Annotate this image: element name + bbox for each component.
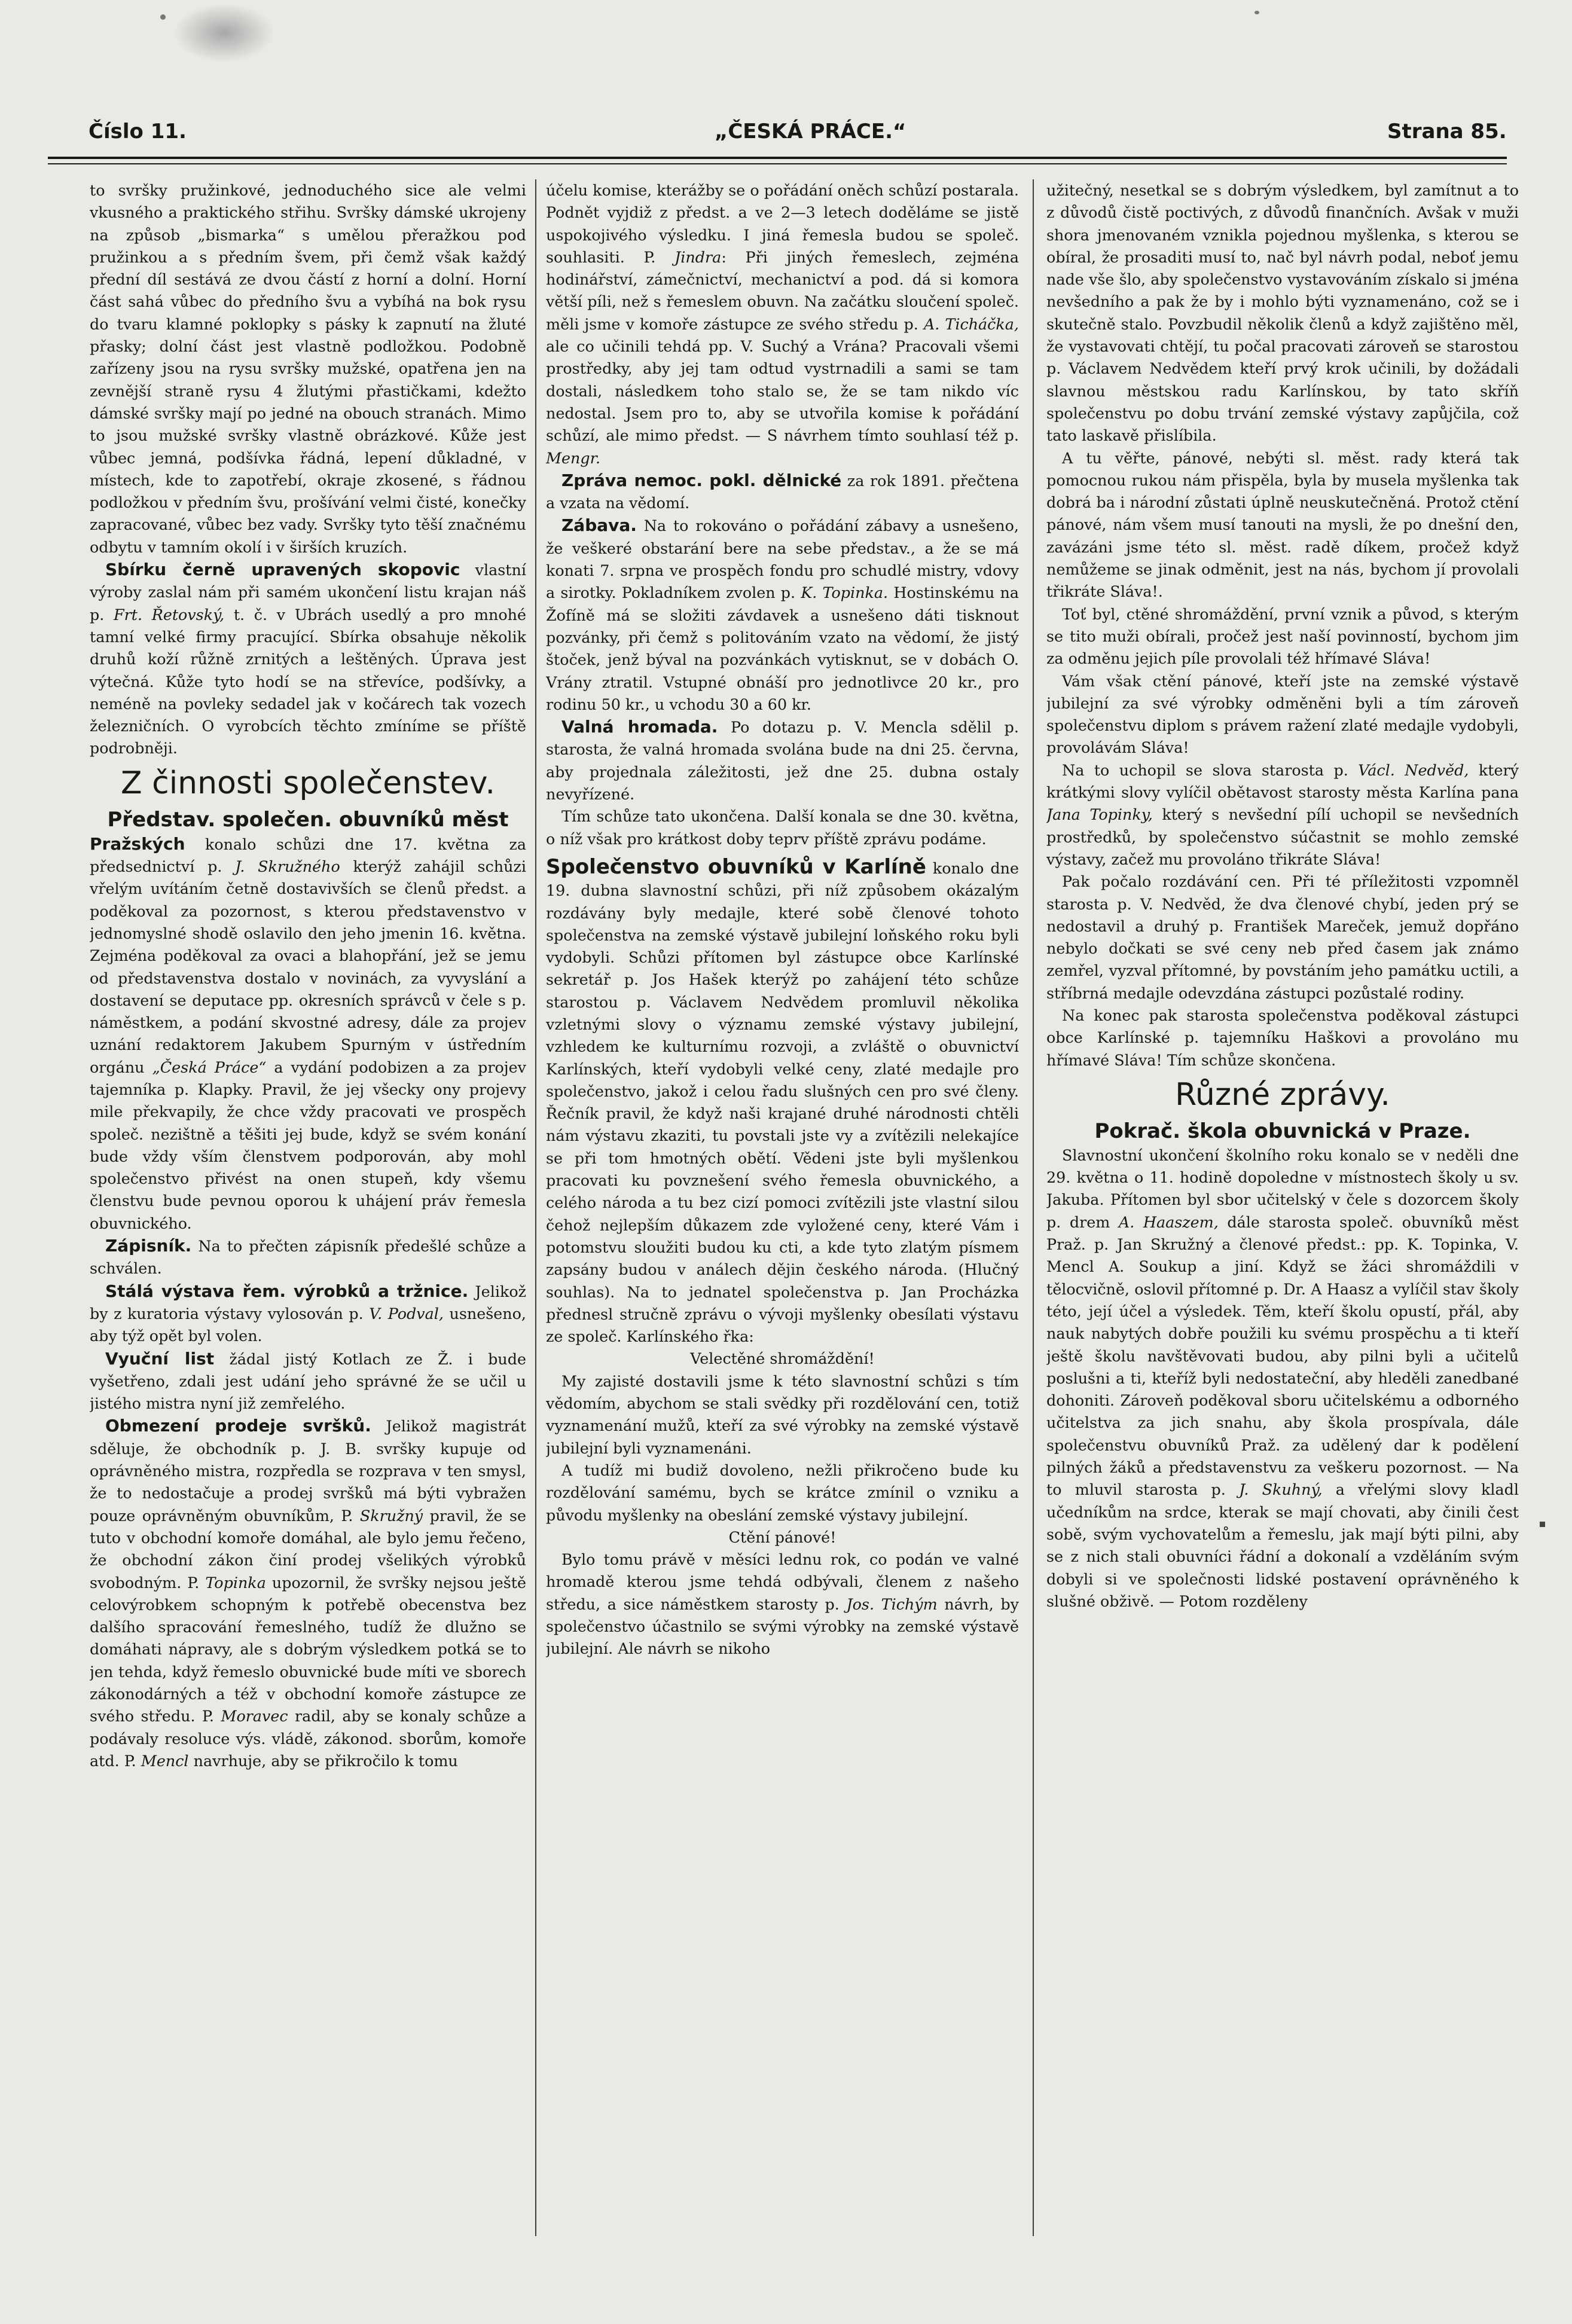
paragraph: Na to uchopil se slova starosta p. Václ. Nedvěd, který krátkými slovy vylíčil obětavost starosty města Karlína pana Jana Topinky, který s nevšední pílí uchopil se nevšedních prostředků, by společenstvo súčastnit se mohlo zemské výstavy, začež mu provoláno třikráte Sláva! bbox=[1046, 761, 1519, 868]
section-heading: Různé zprávy. bbox=[1175, 1076, 1390, 1113]
paragraph: účelu komise, kterážby se o pořádání oněch schůzí postarala. Podnět vyjdiž z předst. a ve 2—3 letech doděláme se jistě uspokojivého výsledku. I jiná řemesla budou se společ. souhlasiti. P. Jindra: Při jiných řemeslech, zejména hodinářství, zámečnictví, mechanictví a pod. dá si komora větší píli, než s řemeslem obuvn. Na začátku sloučení společ. měli jsme v komoře zástupce ze svého středu p. A. Ticháčka, ale co učinili tehdá pp. V. Suchý a Vrána? Pracovali všemi prostředky, aby jej tam odtud vystrnadili a sami se tam dostali, následkem toho stalo se, že se tam nikdo víc nedostal. Jsem pro to, aby se utvořila komise k pořádání schůzí, ale mimo předst. — S návrhem tímto souhlasí též p. Mengr. bbox=[546, 181, 1019, 467]
paragraph: Bylo tomu právě v měsíci lednu rok, co podán ve valné hromadě kterou jsme tehdá odbývali, členem z našeho středu, a sice náměstkem starosty p. Jos. Tichým návrh, by společenstvo účastnilo se svými výrobky na zemské výstavě jubilejní. Ale návrh se nikoho bbox=[546, 1550, 1019, 1658]
paragraph: Tím schůze tato ukončena. Další konala se dne 30. května, o níž však pro krátkost doby teprv příště zprávu podáme. bbox=[546, 807, 1019, 848]
salutation: Ctění pánové! bbox=[728, 1528, 837, 1546]
paragraph: to svršky pružinkové, jednoduchého sice ale velmi vkusného a praktického střihu. Svršky dámské ukrojeny na způsob „bismarka“ s umělou přeražkou pod pružinkou a s předním švem, při čemž však každý přední díl sestává ze dvou částí z horní a dolní. Horní část sahá vůbec do předního švu a vybíhá na bok rysu do tvaru klamné poklopky s pásky k zapnutí na žluté přasky; dolní část jest vlastně podložkou. Podobně zařízeny jsou na rysu svršky mužské, opatřena jen na zevnější straně rysu 4 žlutými přastičkami, kdežto dámské svršky mají po jedné na obouch stranách. Mimo to jsou mužské svršky vlastně obrázkové. Kůže jest vůbec jemná, podšívka řádná, lepení důkladné, v místech, kde to zapotřebí, okraje zkosené, s řádnou podložkou v předním švu, prošívání velmi čisté, konečky zapracované, vůbec bez vady. Svršky tyto těší značnému odbytu v tamním okolí i v širších kruzích. bbox=[90, 181, 526, 556]
salutation: Velectěné shromáždění! bbox=[690, 1349, 875, 1368]
paragraph: A tu věřte, pánové, nebýti sl. měst. rady která tak pomocnou rukou nám přispěla, byla by musela myšlenka tak dobrá ba i národní zůstati úplně neuskutečněná. Protož ctění pánové, nám všem musí tanouti na mysli, že po dnešní den, zavázáni jsme této sl. měst. radě díkem, pročež když nemůžeme se jinak odměnit, jest na nás, bychom jí provolali třikráte Sláva!. bbox=[1046, 448, 1519, 601]
paragraph: Zábava. Na to rokováno o pořádání zábavy a usnešeno, že veškeré obstarání bere na sebe představ., a že se má konati 7. srpna ve prospěch fondu pro schudlé mistry, vdovy a sirotky. Pokladníkem zvolen p. K. Topinka. Hostinskému na Žofíně má se složiti závdavek a usnešeno dáti tisknout pozvánky, při čemž s politováním vzato na vědomí, že jistý štoček, jenž býval na pozvánkách vytisknut, se v dobách O. Vrány ztratil. Vstupné obnáší pro jednotlivce 20 kr., pro rodinu 50 kr., u vchodu 30 a 60 kr. bbox=[546, 515, 1019, 713]
paragraph: My zajisté dostavili jsme k této slavnostní schůzi s tím vědomím, abychom se stali svědky při rozdělování cen, totiž vyznamenání mužů, kteří za své výrobky na zemské výstavě jubilejní byli vyznamenáni. bbox=[546, 1372, 1019, 1457]
paper-stain bbox=[173, 3, 275, 63]
header-rule bbox=[48, 157, 1507, 159]
paragraph: Pražských konalo schůzi dne 17. května za předsednictví p. J. Skružného kterýž zahájil schůzi vřelým uvítáním četně dostavivších se členů předst. a poděkoval za pozornost, s kterou představenstvo v jednomyslné shodě oslavilo den jeho jmenin 16. května. Zejména poděkoval za ovaci a blahopřání, jež se jemu od představenstva dostalo v novinách, za vyvyslání a dostavení se deputace pp. okresních správců v čele s p. náměstkem, a podání skvostné adresy, dále za projev uznání redaktorem Jakubem Spurným v ústředním orgánu „Česká Práce“ a vydání podobizen a za projev tajemníka p. Klapky. Pravil, že jej všecky ony projevy mile překvapily, že chce vždy pracovati ve prospěch společ. nezištně a těšiti jej bude, když se svém konání bude vždy vším členstvem podporován, aby mohl společenstvo přivést na onen stupeň, kdy všemu členstvu bude pevnou oporou k uhájení práv řemesla obuvnického. bbox=[90, 833, 526, 1232]
paragraph: Vyuční list žádal jistý Kotlach ze Ž. i bude vyšetřeno, zdali jest udání jeho správné že se učil u jistého mistra nyní již zemřelého. bbox=[90, 1348, 526, 1413]
paragraph: užitečný, nesetkal se s dobrým výsledkem, byl zamítnut a to z důvodů čistě poctivých, z důvodů finančních. Avšak v muži shora jmenovaném vznikla pojednou myšlenka, s kterou se obíral, že prosaditi musí to, nač byl návrh podal, neboť jemu nade vše šlo, aby společenstvo vystavováním získalo si jména nevšedního a pak že by i mohlo býti vyznamenáno, což se i skutečně stalo. Povzbudil několik členů a když zajištěno měl, že vystavovati chtějí, tu počal pracovati zároveň se starostou p. Václavem Nedvědem kteří prvý krok učinili, by dožádali slavnou městskou radu Karlínskou, by tato skříň společenstvu po dobu trvání zemské výstavy zapůjčila, což tato laskavě přislíbila. bbox=[1046, 181, 1519, 445]
section-heading: Z činnosti společenstev. bbox=[120, 765, 495, 801]
column-1 bbox=[90, 179, 526, 2305]
speck bbox=[160, 14, 166, 20]
column-2 bbox=[546, 179, 1019, 2305]
paragraph: Zápisník. Na to přečten zápisník předešlé schůze a schválen. bbox=[90, 1236, 526, 1278]
paragraph: Slavnostní ukončení školního roku konalo se v neděli dne 29. května o 11. hodině dopoledne v místnostech školy u sv. Jakuba. Přítomen byl sbor učitelský v čele s dozorcem školy p. drem A. Haaszem, dále starosta společ. obuvníků měst Praž. p. Jan Skružný a členové předst.: pp. K. Topinka, V. Mencl A. Soukup a jiní. Když se žáci shromáždili v tělocvičně, oslovil přítomné p. Dr. A Haasz a vylíčil stav školy této, její účel a výsledek. Těm, kteří školu opustí, přál, aby nauk nabytých dobře použili ku svému prospěchu a ti kteří ještě školu navštěvovati budou, aby pilni byli a učitelů poslušni a ti, kteříž byli nedostateční, aby hleděli zanedbané dohoniti. Zároveň poděkoval sboru učitelskému a odborného učitelstva za jich snahu, aby škola prospívala, dále společenstvu obuvníků Praž. za udělený dar k podělení pilných žáků a představenstvu za veškeru pozornost. — Na to mluvil starosta p. J. Skuhný, a vřelými slovy kladl učedníkům na srdce, kterak se mají chovati, aby činili čest sobě, svým vychovatelům a řemeslu, jak mají býti pilni, aby se z nich stali obuvníci řádní a dokonalí a vzděláním svým dobyli si ve společnosti lidské postavení oprávněného k slušné obživě. — Potom rozděleny bbox=[1046, 1146, 1519, 1610]
paragraph: Valná hromada. Po dotazu p. V. Mencla sdělil p. starosta, že valná hromada svolána bude na dni 25. června, aby projednala záležitosti, jež dne 25. dubna ostaly nevyřízené. bbox=[546, 717, 1019, 804]
paragraph: Na konec pak starosta společenstva poděkoval zástupci obce Karlínské p. tajemníku Haškovi a provoláno mu hřímavé Sláva! Tím schůze skončena. bbox=[1046, 1006, 1519, 1069]
paragraph: A tudíž mi budiž dovoleno, nežli přikročeno bude ku rozdělování samému, bych se krátce zmínil o vzniku a původu myšlenky na obeslání zemské výstavy jubilejní. bbox=[546, 1461, 1019, 1524]
paragraph: Stálá výstava řem. výrobků a tržnice. Jelikož by z kuratoria výstavy vylosován p. V. Podval, usnešeno, aby týž opět byl volen. bbox=[90, 1281, 526, 1345]
column-divider bbox=[535, 179, 536, 2236]
speck bbox=[1254, 11, 1259, 14]
header-rule-thin bbox=[48, 163, 1507, 164]
subheading: Představ. společen. obuvníků měst bbox=[107, 807, 509, 832]
newspaper-title: „ČESKÁ PRÁCE.“ bbox=[715, 120, 906, 143]
paragraph: Zpráva nemoc. pokl. dělnické za rok 1891. přečtena a vzata na vědomí. bbox=[546, 470, 1019, 512]
paragraph: Společenstvo obuvníků v Karlíně konalo dne 19. dubna slavnostní schůzi, při níž způsobem okázalým rozdávány byly medajle, které sobě členové tohoto společenstva na zemské výstavě jubilejní loňského roku byli vydobyli. Schůzi přítomen byl zástupce obce Karlínské sekretář p. Jos Hašek kterýž po zahájení této schůze starostou p. Václavem Nedvědem promluvil několika vzletnými slovy o významu zemské výstavy jubilejní, vzhledem ke kulturnímu rozvoji, a zvláště o obuvnictví Karlínských, kteří vydobyli velké ceny, zlaté medajle pro společenstvo, jakož i celou řadu slušných cen pro své členy. Řečník pravil, že když naši krajané druhé národnosti chtěli nám výstavu zkaziti, tu povstali jste vy a zvítězili nelekajíce se při tom hmotných obětí. Vědeni jste byli myšlenkou pracovati ku povznešení svého řemesla obuvnického, a celého národa a tu bez cizí pomoci zvítězili jste vlastní silou čehož nejlepším důkazem zde vyložené ceny, které Vám i potomstvu sloužiti budou ku cti, a kde tyto zlatým písmem zapsány budou v análech dějin českého národa. (Hlučný souhlas). Na to jednatel společenstva p. Jan Procházka přednesl stručně zprávu o vývoji myšlenky obesílati výstavu ze společ. Karlínského řka: bbox=[546, 854, 1019, 1346]
margin-mark bbox=[1540, 1522, 1545, 1527]
page-number: Strana 85. bbox=[1387, 120, 1507, 143]
page-issue-number: Číslo 11. bbox=[88, 120, 187, 143]
column-3 bbox=[1046, 179, 1519, 2305]
subheading: Pokrač. škola obuvnická v Praze. bbox=[1094, 1119, 1471, 1143]
paragraph: Vám však ctění pánové, kteří jste na zemské výstavě jubilejní za své výrobky odměněni byli a tím zároveň společenstvu diplom s právem ražení zlaté medajle vydobyli, provolávám Sláva! bbox=[1046, 671, 1519, 757]
paragraph: Toť byl, ctěné shromáždění, první vznik a původ, s kterým se tito muži obírali, pročež jest naší povinností, bychom jim za odměnu jejich píle provolali též hřímavé Sláva! bbox=[1046, 604, 1519, 668]
paragraph: Obmezení prodeje svršků. Jelikož magistrát sděluje, že obchodník p. J. B. svršky kupuje od oprávněného mistra, rozpředla se rozprava v ten smysl, že to nedostačuje a prodej svršků má býti vybražen pouze oprávněným obuvníkům, P. Skružný pravil, že se tuto v obchodní komoře domáhal, ale bylo jemu řečeno, že obchodní zákon činí prodej všelikých výrobků svobodným. P. Topinka upozornil, že svršky nejsou ještě celovýrobkem schopným k potřebě obecenstva bez dalšího spracování řemeslného, tudíž že dlužno se domáhati nápravy, ale s dobrým výsledkem potká se to jen tehda, když řemeslo obuvnické bude míti ve sborech zákonodárných a též v obchodní komoře zástupce ze svého středu. P. Moravec radil, aby se konaly schůze a podávaly resoluce výs. vládě, zákonod. sborům, komoře atd. P. Mencl navrhuje, aby se přikročilo k tomu bbox=[90, 1416, 526, 1770]
column-divider bbox=[1033, 179, 1034, 2236]
paragraph: Pak počalo rozdávání cen. Při té příležitosti vzpomněl starosta p. V. Nedvěd, že dva členové chybí, jeden prý se nedostavil a druhý p. František Mareček, jemuž dopřáno nebylo dočkati se své ceny neb před časem jak známo zemřel, vyzval přítomné, by povstáním jeho památku uctili, a stříbrná medajle odevzdána zástupci pozůstalé rodiny. bbox=[1046, 872, 1519, 1002]
paragraph: Sbírku černě upravených skopovic vlastní výroby zaslal nám při samém ukončení listu krajan náš p. Frt. Řetovský, t. č. v Ubrách usedlý a pro mnohé tamní velké firmy pracující. Sbírka obsahuje několik druhů koží růžně zrnitých a leštěných. Úprava jest výtečná. Kůže tyto hodí se na střevíce, podšívky, a neméně na povleky sedadel jak v kočárech tak vozech železničních. O vyrobcích těchto zmíníme se příště podrobněji. bbox=[90, 560, 526, 758]
